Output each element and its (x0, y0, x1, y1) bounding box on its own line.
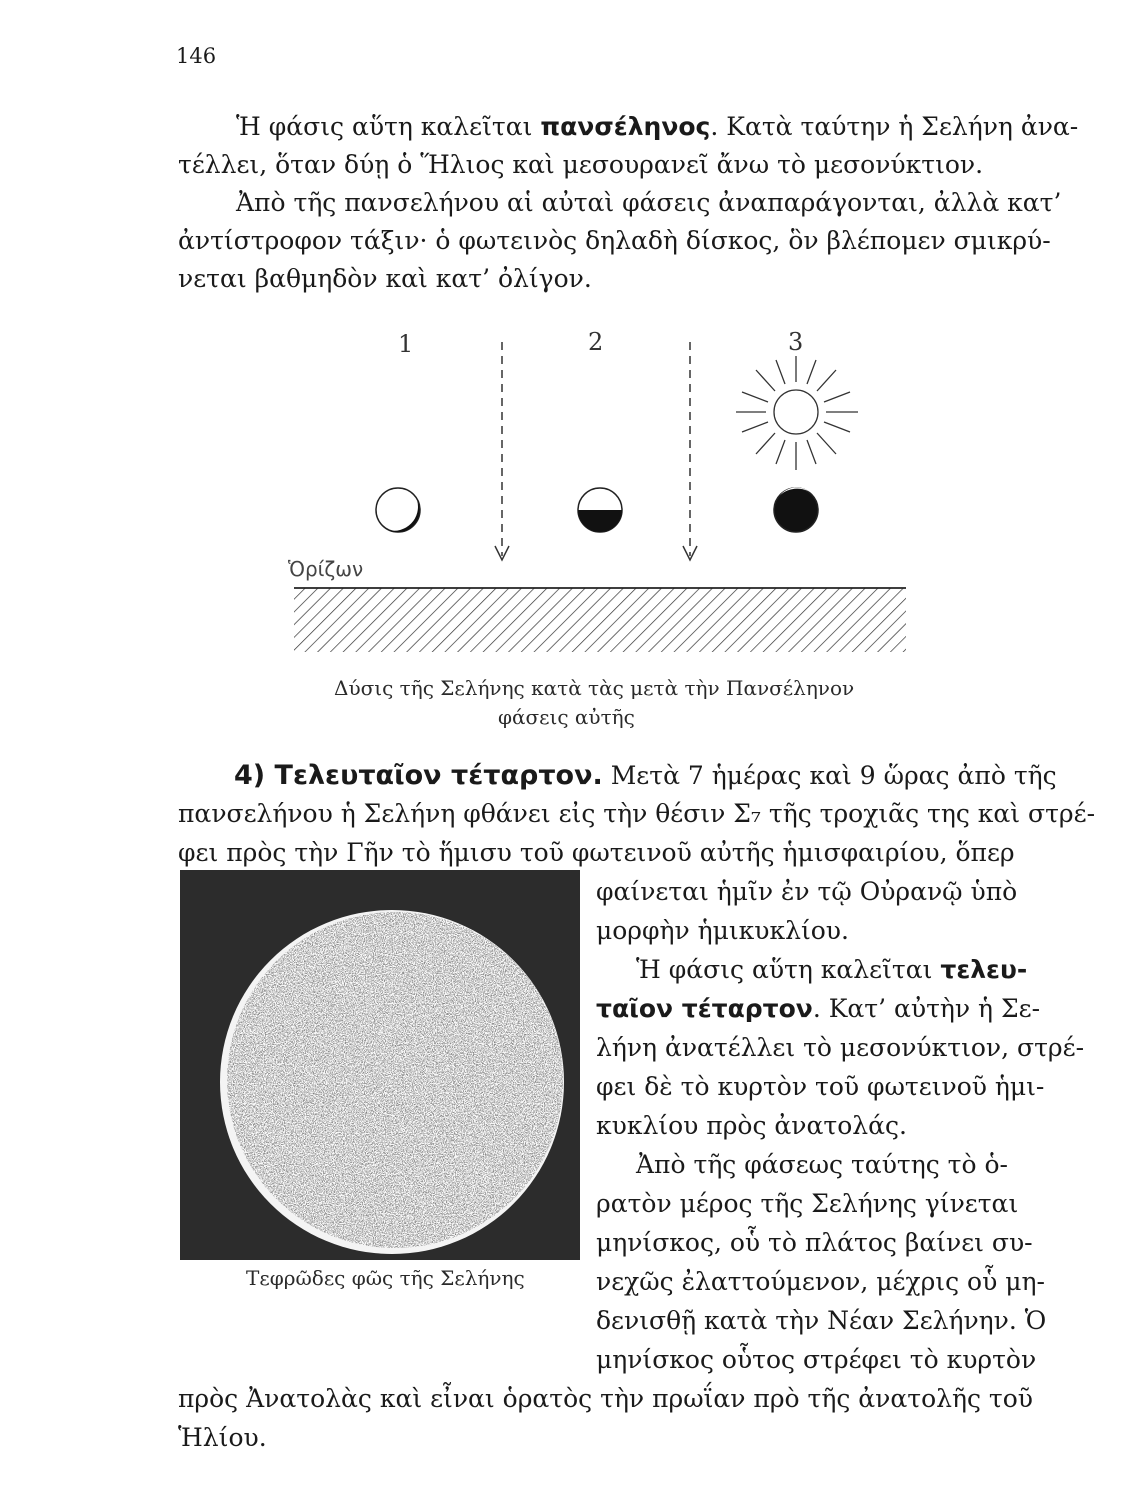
narrow-line10: μηνίσκος, οὗ τὸ πλάτος βαίνει συ- (596, 1228, 1033, 1257)
position-number-3: 3 (788, 328, 804, 356)
para2-line1: Ἀπὸ τῆς πανσελήνου αἱ αὐταὶ φάσεις ἀναπαράγονται, ἀλλὰ κατ’ (236, 188, 1062, 217)
para1-text: Ἡ φάσις αὕτη καλεῖται (236, 112, 541, 141)
horizon-label: Ὁρίζων (288, 557, 364, 581)
narrow-line8: Ἀπὸ τῆς φάσεως ταύτης τὸ ὁ- (636, 1150, 1008, 1179)
page-number: 146 (176, 44, 217, 68)
term-full-moon: πανσέληνος (540, 112, 711, 141)
closing-line2: Ἡλίου. (178, 1423, 267, 1452)
section4-text: Μετὰ 7 ἡμέρας καὶ 9 ὥρας ἀπὸ τῆς (602, 761, 1057, 790)
dashed-arrow-2 (683, 342, 697, 560)
narrow-line2: μορφὴν ἡμικυκλίου. (596, 916, 849, 945)
narrow-line12: δενισθῇ κατὰ τὴν Νέαν Σελήνην. Ὁ (596, 1306, 1047, 1335)
moon-phase-2 (578, 488, 622, 532)
narrow-line5: λήνη ἀνατέλλει τὸ μεσονύκτιον, στρέ- (596, 1033, 1085, 1062)
section4-line1 (234, 760, 1057, 791)
para1-line1 (236, 112, 1078, 141)
narrow-line4 (596, 994, 1040, 1023)
para2-line2: ἀντίστροφον τάξιν· ὁ φωτεινὸς δηλαδὴ δίσκος, ὃν βλέπομεν σμικρύ- (178, 226, 1051, 255)
moonset-diagram (280, 320, 920, 660)
narrow-line6: φει δὲ τὸ κυρτὸν τοῦ φωτεινοῦ ἡμι- (596, 1072, 1045, 1101)
sun-icon (736, 356, 858, 470)
section-title: 4) Τελευταῖον τέταρτον. (234, 760, 603, 791)
horizon-ground (294, 588, 906, 652)
position-number-1: 1 (398, 330, 414, 358)
para2-line3: νεται βαθμηδὸν καὶ κατ’ ὀλίγον. (178, 264, 592, 293)
p2-text: Ἡ φάσις αὕτη καλεῖται (636, 955, 941, 984)
narrow-line11: νεχῶς ἐλαττούμενον, μέχρις οὗ μη- (596, 1267, 1045, 1296)
section4-line2: πανσελήνου ἡ Σελήνη φθάνει εἰς τὴν θέσιν Σ₇ τῆς τροχιᾶς της καὶ στρέ- (178, 799, 1096, 828)
closing-line1: πρὸς Ἀνατολὰς καὶ εἶναι ὁρατὸς τὴν πρωΐαν πρὸ τῆς ἀνατολῆς τοῦ (178, 1384, 1033, 1413)
narrow-line3 (636, 955, 1027, 984)
narrow-line1: φαίνεται ἡμῖν ἐν τῷ Οὐρανῷ ὑπὸ (596, 877, 1018, 906)
moon-phase-1 (376, 488, 420, 532)
narrow-line7: κυκλίου πρὸς ἀνατολάς. (596, 1111, 907, 1140)
para1-text-post: . Κατὰ ταύτην ἡ Σελήνη ἀνα- (710, 112, 1079, 141)
figure1-caption-line1: Δύσις τῆς Σελήνης κατὰ τὰς μετὰ τὴν Πανσέληνον (334, 676, 855, 700)
p2-text-rest: . Κατ’ αὐτὴν ἡ Σε- (812, 994, 1041, 1023)
moon-phase-3 (774, 487, 818, 532)
narrow-line9: ρατὸν μέρος τῆς Σελήνης γίνεται (596, 1189, 1019, 1218)
term-last-quarter-part2: ταῖον τέταρτον (596, 994, 813, 1023)
figure2-caption: Τεφρῶδες φῶς τῆς Σελήνης (246, 1266, 525, 1290)
section4-line3: φει πρὸς τὴν Γῆν τὸ ἥμισυ τοῦ φωτεινοῦ αὐτῆς ἡμισφαιρίου, ὅπερ (178, 838, 1015, 867)
figure1-caption-line2: φάσεις αὐτῆς (498, 705, 635, 729)
narrow-line13: μηνίσκος οὗτος στρέφει τὸ κυρτὸν (596, 1345, 1037, 1374)
earthshine-photo (180, 870, 580, 1260)
term-last-quarter-part1: τελευ- (940, 955, 1028, 984)
position-number-2: 2 (588, 328, 604, 356)
dashed-arrow-1 (495, 342, 509, 560)
para1-line2: τέλλει, ὅταν δύῃ ὁ Ἥλιος καὶ μεσουρανεῖ ἄνω τὸ μεσονύκτιον. (178, 150, 984, 179)
